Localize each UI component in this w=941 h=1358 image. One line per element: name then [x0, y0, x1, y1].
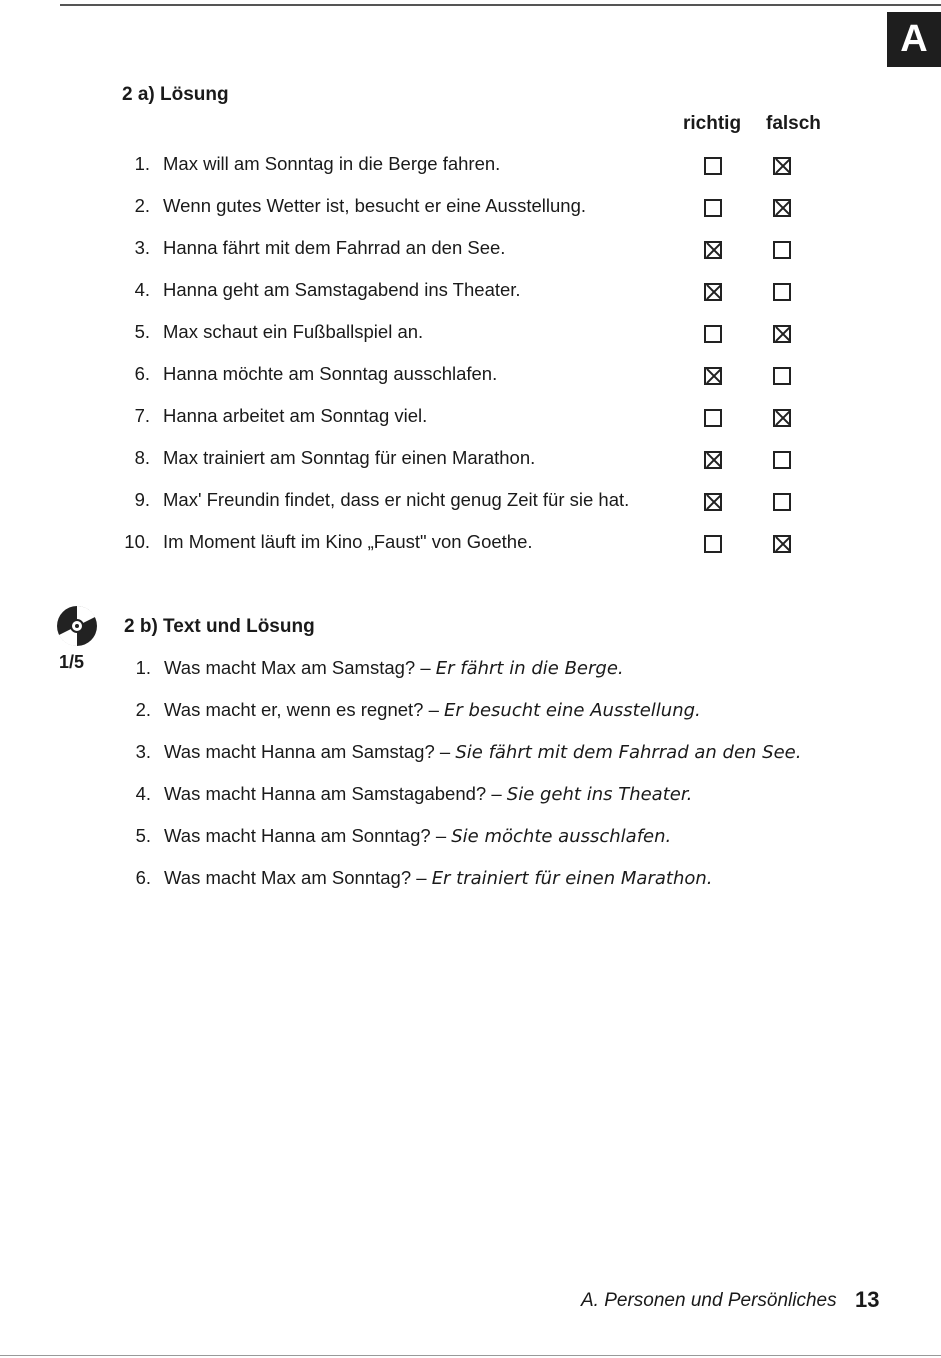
question-number: 2.	[135, 699, 151, 720]
richtig-checkbox[interactable]	[704, 367, 722, 385]
cd-icon	[55, 604, 99, 648]
statement-row	[0, 237, 941, 267]
statement-row	[0, 153, 941, 183]
question-number: 4.	[135, 783, 151, 804]
statement-text: Hanna arbeitet am Sonntag viel.	[163, 405, 428, 426]
statement-text: Max' Freundin findet, dass er nicht genug Zeit für sie hat.	[163, 489, 630, 510]
richtig-checkbox[interactable]	[704, 199, 722, 217]
statement-number: 8.	[134, 447, 150, 468]
richtig-checkbox[interactable]	[704, 283, 722, 301]
richtig-checkbox[interactable]	[704, 325, 722, 343]
section-b-heading: 2 b) Text und Lösung	[124, 616, 315, 637]
bottom-rule	[0, 1355, 941, 1356]
falsch-checkbox[interactable]	[773, 157, 791, 175]
falsch-checkbox[interactable]	[773, 535, 791, 553]
richtig-checkbox[interactable]	[704, 451, 722, 469]
statement-text: Max trainiert am Sonntag für einen Marathon.	[163, 447, 536, 468]
question-text: Was macht er, wenn es regnet? –	[164, 699, 439, 720]
statement-number: 2.	[134, 195, 150, 216]
falsch-checkbox[interactable]	[773, 451, 791, 469]
statement-text: Wenn gutes Wetter ist, besucht er eine Ausstellung.	[163, 195, 586, 216]
page-number: 13	[855, 1287, 880, 1312]
statement-number: 1.	[134, 153, 150, 174]
answer-text: Er fährt in die Berge.	[435, 658, 624, 679]
richtig-checkbox[interactable]	[704, 409, 722, 427]
answer-text: Sie fährt mit dem Fahrrad an den See.	[455, 742, 802, 763]
cd-track-label: 1/5	[59, 652, 85, 672]
richtig-checkbox[interactable]	[704, 535, 722, 553]
question-text: Was macht Hanna am Samstagabend? –	[164, 783, 502, 804]
falsch-checkbox[interactable]	[773, 241, 791, 259]
question-line	[164, 699, 701, 721]
top-rule	[60, 4, 941, 6]
section-a-heading: 2 a) Lösung	[122, 84, 229, 105]
statement-number: 7.	[134, 405, 150, 426]
falsch-checkbox[interactable]	[773, 325, 791, 343]
question-row	[0, 741, 941, 771]
question-line	[164, 825, 671, 847]
statement-text: Im Moment läuft im Kino „Faust" von Goethe.	[163, 531, 533, 552]
question-row	[0, 657, 941, 687]
statement-text: Max schaut ein Fußballspiel an.	[163, 321, 424, 342]
statement-row	[0, 279, 941, 309]
statement-row	[0, 363, 941, 393]
question-number: 6.	[135, 867, 151, 888]
question-number: 1.	[135, 657, 151, 678]
statement-text: Hanna möchte am Sonntag ausschlafen.	[163, 363, 498, 384]
question-text: Was macht Max am Samstag? –	[164, 657, 431, 678]
question-text: Was macht Hanna am Samstag? –	[164, 741, 451, 762]
column-richtig-header: richtig	[683, 113, 742, 134]
question-text: Was macht Max am Sonntag? –	[164, 867, 427, 888]
richtig-checkbox[interactable]	[704, 241, 722, 259]
falsch-checkbox[interactable]	[773, 199, 791, 217]
question-number: 3.	[135, 741, 151, 762]
statement-text: Max will am Sonntag in die Berge fahren.	[163, 153, 501, 174]
question-line	[164, 867, 713, 889]
statement-row	[0, 531, 941, 561]
statement-row	[0, 321, 941, 351]
statement-row	[0, 489, 941, 519]
falsch-checkbox[interactable]	[773, 367, 791, 385]
question-row	[0, 699, 941, 729]
statement-number: 4.	[134, 279, 150, 300]
statement-row	[0, 405, 941, 435]
statement-text: Hanna fährt mit dem Fahrrad an den See.	[163, 237, 506, 258]
question-row	[0, 867, 941, 897]
richtig-checkbox[interactable]	[704, 493, 722, 511]
statement-text: Hanna geht am Samstagabend ins Theater.	[163, 279, 521, 300]
richtig-checkbox[interactable]	[704, 157, 722, 175]
falsch-checkbox[interactable]	[773, 493, 791, 511]
statement-row	[0, 195, 941, 225]
answer-text: Sie möchte ausschlafen.	[451, 826, 672, 847]
statement-number: 9.	[134, 489, 150, 510]
question-row	[0, 825, 941, 855]
answer-text: Er besucht eine Ausstellung.	[444, 700, 701, 721]
statement-number: 6.	[134, 363, 150, 384]
falsch-checkbox[interactable]	[773, 283, 791, 301]
falsch-checkbox[interactable]	[773, 409, 791, 427]
statement-number: 3.	[134, 237, 150, 258]
statement-row	[0, 447, 941, 477]
question-line	[164, 783, 692, 805]
answer-text: Sie geht ins Theater.	[506, 784, 693, 805]
answer-text: Er trainiert für einen Marathon.	[431, 868, 713, 889]
question-number: 5.	[135, 825, 151, 846]
statement-number: 10.	[124, 531, 150, 552]
question-text: Was macht Hanna am Sonntag? –	[164, 825, 447, 846]
statement-number: 5.	[134, 321, 150, 342]
question-line	[164, 741, 801, 763]
question-line	[164, 657, 624, 679]
chapter-tab: A	[887, 12, 941, 67]
question-row	[0, 783, 941, 813]
column-falsch-header: falsch	[766, 113, 821, 134]
footer-chapter-title: A. Personen und Persönliches	[581, 1290, 837, 1311]
